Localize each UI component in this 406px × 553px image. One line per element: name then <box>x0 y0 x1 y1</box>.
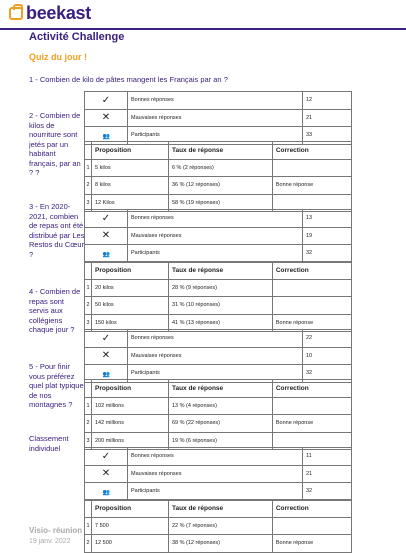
q2-stats-table: ✓ Bonnes réponses 13 ✕ Mauvaises réponses 19 👥 Participants 32 <box>84 209 352 263</box>
table-row: 3 200 millions 19 % (6 réponses) <box>85 432 352 450</box>
check-icon: ✓ <box>85 330 128 348</box>
q3-answers-table: Proposition Taux de réponse Correction 1 20 kilos 28 % (9 réponses) 2 50 kilos 31 % (10 réponses) 3 150 kilos 41 % (13 réponses) Bonne réponse <box>84 261 352 332</box>
q2-answers-table <box>84 141 352 212</box>
stat-value: 12 <box>303 92 352 110</box>
people-icon: 👥 <box>85 245 128 263</box>
stat-value: 33 <box>303 127 352 145</box>
ranking-label: Classement individuel <box>29 434 69 453</box>
brand-name: beekast <box>26 3 91 23</box>
question-2: 2 - Combien de kilos de nourriture sont jetés par un habitant français, par an ? ? <box>29 111 81 177</box>
table-row: 1 5 kilos 6 % (2 réponses) <box>85 159 352 177</box>
table-row: 2 12 500 38 % (12 réponses) Bonne réponse <box>85 535 352 553</box>
table-row: 3 150 kilos 41 % (13 réponses) Bonne réponse <box>85 314 352 332</box>
page-title: Activité Challenge <box>29 31 125 43</box>
table-row: 2 142 millions 69 % (22 réponses) Bonne réponse <box>85 415 352 433</box>
col-header: Proposition <box>92 142 169 160</box>
stat-label: Participants <box>128 127 303 145</box>
stat-row-wrong <box>85 109 352 127</box>
stat-row-correct <box>85 92 352 110</box>
question-4: 4 - Combien de repas sont servis aux collégiens chaque jour ? <box>29 287 81 334</box>
q4-stats-table: ✓ Bonnes réponses 11 ✕ Mauvaises réponses 21 👥 Participants 32 <box>84 447 352 501</box>
question-3: 3 - En 2020-2021, combien de repas ont été distribué par Les Restos du Cœur ? <box>29 202 85 259</box>
stat-label: Bonnes réponses <box>128 92 303 110</box>
q4-answers-table: Proposition Taux de réponse Correction 1 102 millions 13 % (4 réponses) 2 142 millions 69 % (22 réponses) Bonne réponse 3 200 millions 19 % (6 réponses) <box>84 379 352 450</box>
beekast-logo <box>9 3 91 24</box>
page-subtitle: Quiz du jour ! <box>29 52 87 62</box>
table-row: 1 20 kilos 28 % (9 réponses) <box>85 279 352 297</box>
cross-icon: ✕ <box>85 465 128 483</box>
check-icon: ✓ <box>85 448 128 466</box>
table-row: 3 12 Kilos 58 % (19 réponses) <box>85 194 352 212</box>
table-row: 1 7 500 22 % (7 réponses) <box>85 517 352 535</box>
stat-value: 21 <box>303 109 352 127</box>
table-row: 2 8 kilos 36 % (12 réponses) Bonne réponse <box>85 177 352 195</box>
q1-stats-table <box>84 91 352 145</box>
cross-icon: ✕ <box>85 347 128 365</box>
check-icon: ✓ <box>85 92 128 110</box>
question-1: 1 - Combien de kilo de pâtes mangent les Français par an ? <box>29 75 228 84</box>
check-icon: ✓ <box>85 210 128 228</box>
footer-title: Visio- réunion <box>29 526 83 535</box>
q5-answers-table: Proposition Taux de réponse Correction 1 7 500 22 % (7 réponses) 2 12 500 38 % (12 réponses) Bonne réponse <box>84 499 352 553</box>
cross-icon: ✕ <box>85 109 128 127</box>
table-row: 2 50 kilos 31 % (10 réponses) <box>85 297 352 315</box>
people-icon: 👥 <box>85 483 128 501</box>
footer-date: 19 janv. 2022 <box>29 538 71 545</box>
col-header: Correction <box>272 142 351 160</box>
top-bar <box>0 0 406 30</box>
people-icon: 👥 <box>85 127 128 145</box>
cross-icon: ✕ <box>85 227 128 245</box>
question-5: 5 - Pour finir vous préférez quel plat typique de nos montagnes ? <box>29 362 84 409</box>
people-icon: 👥 <box>85 365 128 383</box>
col-header: Taux de réponse <box>168 142 272 160</box>
q3-stats-table: ✓ Bonnes réponses 22 ✕ Mauvaises réponses 10 👥 Participants 32 <box>84 329 352 383</box>
bee-icon <box>9 7 23 20</box>
table-row: 1 102 millions 13 % (4 réponses) <box>85 397 352 415</box>
stat-label: Mauvaises réponses <box>128 109 303 127</box>
